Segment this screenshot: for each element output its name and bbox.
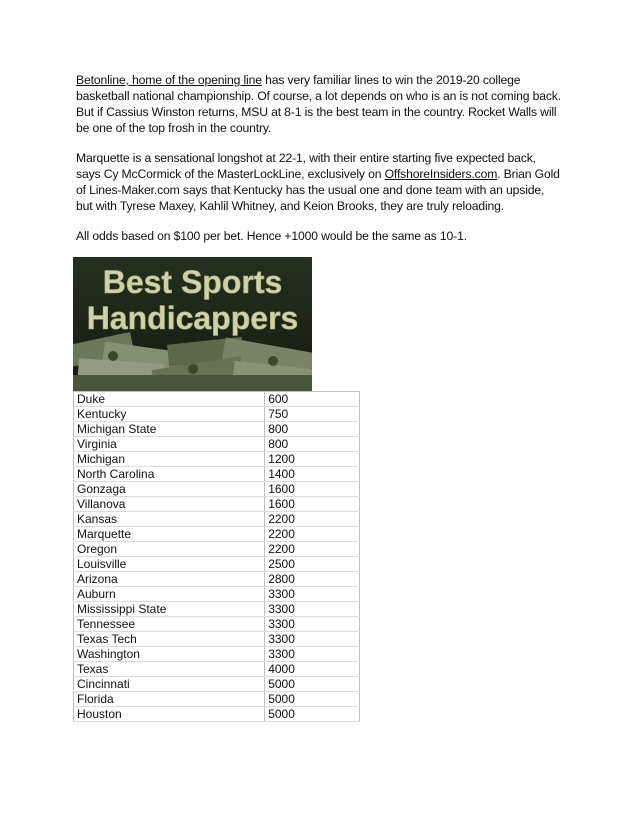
team-cell: Villanova [74, 497, 265, 512]
odds-cell: 2200 [265, 527, 360, 542]
team-cell: Duke [74, 392, 265, 407]
odds-cell: 3300 [265, 587, 360, 602]
table-row [74, 662, 360, 677]
team-cell: Oregon [74, 542, 265, 557]
team-cell: Florida [74, 692, 265, 707]
odds-cell: 5000 [265, 677, 360, 692]
marquette-text-after: . Brian Gold of Lines-Maker.com says that Kentucky has the usual one and done team with an upside, but with Tyrese Maxey, Kahlil Whitney, and Keion Brooks, they are truly reloading. [76, 167, 560, 213]
offshoreinsiders-link[interactable]: OffshoreInsiders.com [384, 167, 498, 181]
team-cell: Michigan State [74, 422, 265, 437]
odds-cell: 2200 [265, 542, 360, 557]
intro-paragraph [76, 72, 562, 136]
table-row [74, 707, 360, 722]
odds-cell: 3300 [265, 617, 360, 632]
odds-cell: 800 [265, 437, 360, 452]
odds-cell: 750 [265, 407, 360, 422]
odds-cell: 2800 [265, 572, 360, 587]
table-row [74, 632, 360, 647]
table-row [74, 422, 360, 437]
team-cell: Houston [74, 707, 265, 722]
marquette-paragraph [76, 150, 562, 214]
table-row [74, 482, 360, 497]
table-row [74, 587, 360, 602]
odds-cell: 5000 [265, 707, 360, 722]
table-row [74, 617, 360, 632]
odds-note-paragraph: All odds based on $100 per bet. Hence +1000 would be the same as 10-1. [76, 229, 467, 243]
table-row [74, 407, 360, 422]
table-row [74, 602, 360, 617]
table-row [74, 452, 360, 467]
intro-text: has very familiar lines to win the 2019-20 college basketball national championship. Of course, a lot depends on who is an is not coming back. But if Cassius Winston returns, MSU at 8-1 is the best team in the country. Rocket Walls will be one of the top frosh in the country. [76, 73, 561, 135]
betonline-link[interactable]: Betonline, home of the opening line [76, 73, 262, 87]
team-cell: Gonzaga [74, 482, 265, 497]
odds-cell: 1400 [265, 467, 360, 482]
team-cell: Tennessee [74, 617, 265, 632]
odds-cell: 2500 [265, 557, 360, 572]
team-cell: Marquette [74, 527, 265, 542]
best-sports-handicappers-banner [73, 257, 312, 391]
odds-cell: 3300 [265, 602, 360, 617]
odds-cell: 600 [265, 392, 360, 407]
marquette-text-before: Marquette is a sensational longshot at 22-1, with their entire starting five expected back, says Cy McCormick of the MasterLockLine, exclusively on [76, 151, 536, 181]
banner-graphic [73, 257, 312, 391]
odds-cell: 3300 [265, 647, 360, 662]
team-cell: North Carolina [74, 467, 265, 482]
table-row [74, 557, 360, 572]
team-cell: Mississippi State [74, 602, 265, 617]
team-cell: Texas [74, 662, 265, 677]
odds-cell: 3300 [265, 632, 360, 647]
odds-cell: 1600 [265, 482, 360, 497]
team-cell: Virginia [74, 437, 265, 452]
table-row [74, 512, 360, 527]
odds-cell: 2200 [265, 512, 360, 527]
table-row [74, 542, 360, 557]
team-cell: Texas Tech [74, 632, 265, 647]
team-cell: Washington [74, 647, 265, 662]
table-row [74, 437, 360, 452]
odds-cell: 1600 [265, 497, 360, 512]
odds-cell: 5000 [265, 692, 360, 707]
table-row [74, 467, 360, 482]
table-row [74, 677, 360, 692]
banner-line1: Best Sports [102, 264, 283, 300]
article-body [76, 72, 562, 258]
table-row [74, 572, 360, 587]
team-cell: Kentucky [74, 407, 265, 422]
odds-cell: 800 [265, 422, 360, 437]
odds-cell: 4000 [265, 662, 360, 677]
banner-line2: Handicappers [86, 300, 299, 336]
team-cell: Kansas [74, 512, 265, 527]
team-cell: Cincinnati [74, 677, 265, 692]
team-cell: Auburn [74, 587, 265, 602]
team-cell: Michigan [74, 452, 265, 467]
table-row [74, 647, 360, 662]
odds-cell: 1200 [265, 452, 360, 467]
team-cell: Louisville [74, 557, 265, 572]
championship-odds-table [73, 391, 360, 722]
table-row [74, 527, 360, 542]
team-cell: Arizona [74, 572, 265, 587]
table-row [74, 692, 360, 707]
table-row [74, 497, 360, 512]
table-row [74, 392, 360, 407]
